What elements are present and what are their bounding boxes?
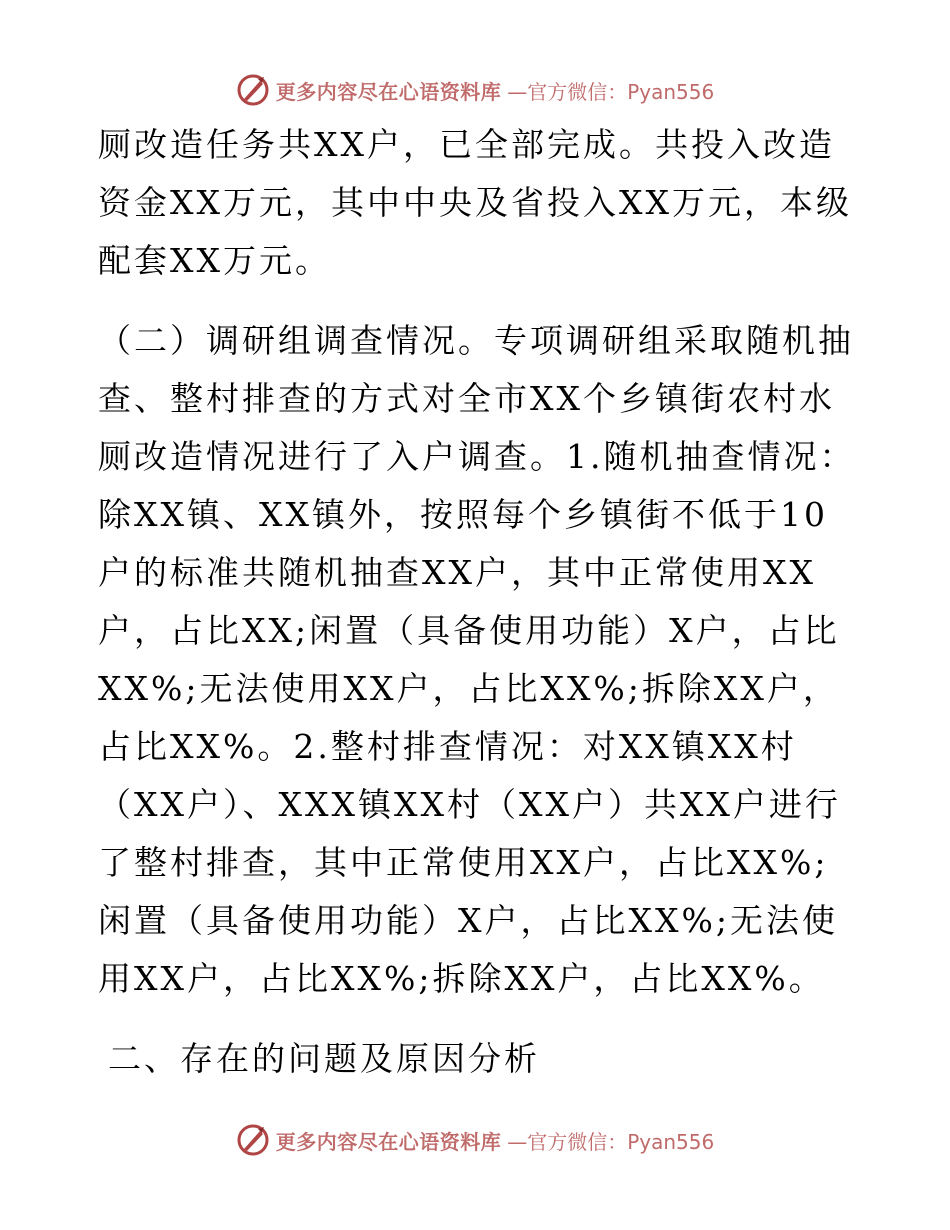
watermark-wechat: —官方微信：Pyan556 xyxy=(507,79,715,104)
paragraph-1: 厕改造任务共XX户，已全部完成。共投入改造资金XX万元，其中中央及省投入XX万元，本级配套XX万元。 xyxy=(98,125,852,280)
quill-logo-icon xyxy=(236,73,270,107)
watermark-header xyxy=(0,70,950,110)
paragraph-2: （二）调研组调查情况。专项调研组采取随机抽查、整村排查的方式对全市XX个乡镇街农村水厕改造情况进行了入户调查。1.随机抽查情况：除XX镇、XX镇外，按照每个乡镇街不低于10户的标准共随机抽查XX户，其中正常使用XX户，占比XX;闲置（具备使用功能）X户，占比XX%;无法使用XX户，占比XX%;拆除XX户，占比XX%。2.整村排查情况：对XX镇XX村（XX户）、XXX镇XX村（XX户）共XX户进行了整村排查，其中正常使用XX户，占比XX%;闲置（具备使用功能）X户，占比XX%;无法使用XX户，占比XX%;拆除XX户，占比XX%。 xyxy=(98,321,856,998)
quill-logo-icon xyxy=(236,1123,270,1157)
watermark-text: 更多内容尽在心语资料库 xyxy=(275,1129,502,1154)
document-body xyxy=(98,116,858,1088)
watermark-text: 更多内容尽在心语资料库 xyxy=(275,79,502,104)
watermark-footer xyxy=(0,1120,950,1160)
watermark-wechat: —官方微信：Pyan556 xyxy=(507,1129,715,1154)
section-heading: 二、存在的问题及原因分析 xyxy=(108,1039,540,1078)
